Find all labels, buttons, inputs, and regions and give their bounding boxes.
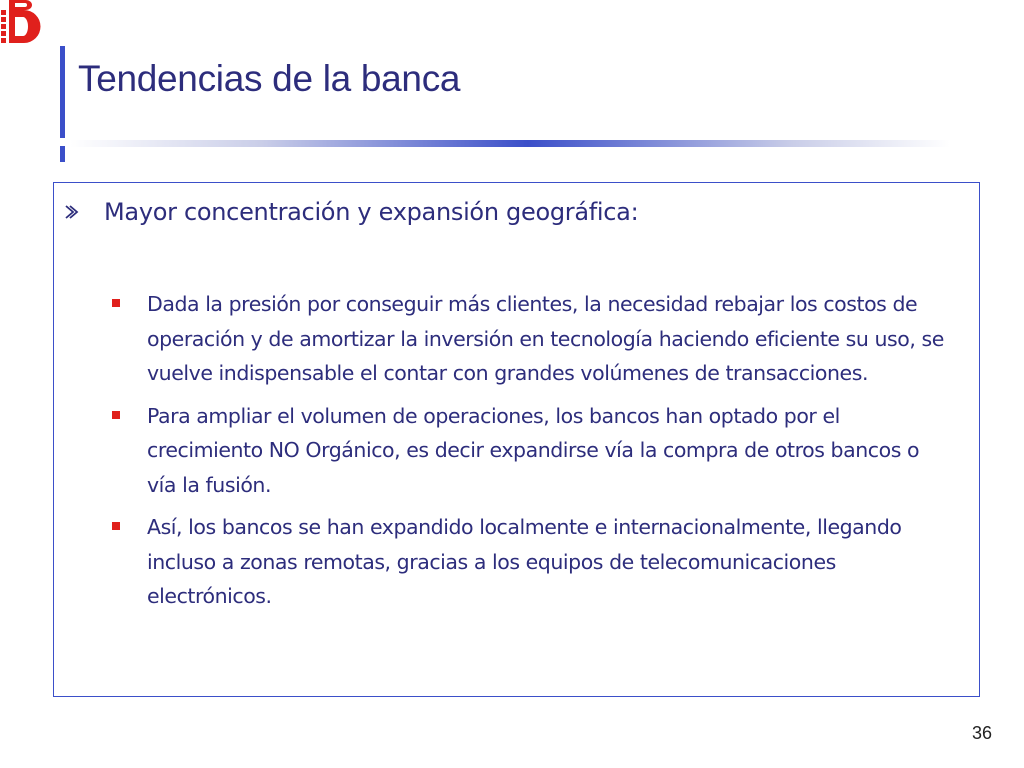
square-bullet-icon — [112, 522, 120, 530]
square-bullet-icon — [112, 299, 120, 307]
square-bullet-icon — [112, 411, 120, 419]
main-point-text: Mayor concentración y expansión geográfica: — [104, 198, 639, 226]
main-point — [64, 195, 638, 229]
sub-point — [112, 399, 952, 503]
sub-point-text: Dada la presión por conseguir más clientes, la necesidad rebajar los costos de operación y de amortizar la inversión en tecnología haciendo eficiente su uso, se vuelve indispensable el contar con grandes volúmenes de transacciones. — [147, 292, 944, 385]
sub-point — [112, 510, 952, 614]
title-underline — [70, 140, 950, 147]
sub-point-list — [112, 287, 952, 622]
arrow-bullet-icon — [64, 195, 92, 219]
idb-logo-icon — [0, 0, 44, 46]
sub-point — [112, 287, 952, 391]
title-accent-bar — [60, 46, 65, 138]
content-box — [53, 182, 980, 697]
sub-point-text: Para ampliar el volumen de operaciones, los bancos han optado por el crecimiento NO Orgánico, es decir expandirse vía la compra de otros bancos o vía la fusión. — [147, 403, 920, 497]
title-accent-tick — [60, 146, 65, 162]
slide-title: Tendencias de la banca — [78, 58, 461, 99]
sub-point-text: Así, los bancos se han expandido localmente e internacionalmente, llegando incluso a zonas remotas, gracias a los equipos de telecomunicaciones electrónicos. — [147, 515, 902, 608]
page-number: 36 — [971, 723, 992, 743]
